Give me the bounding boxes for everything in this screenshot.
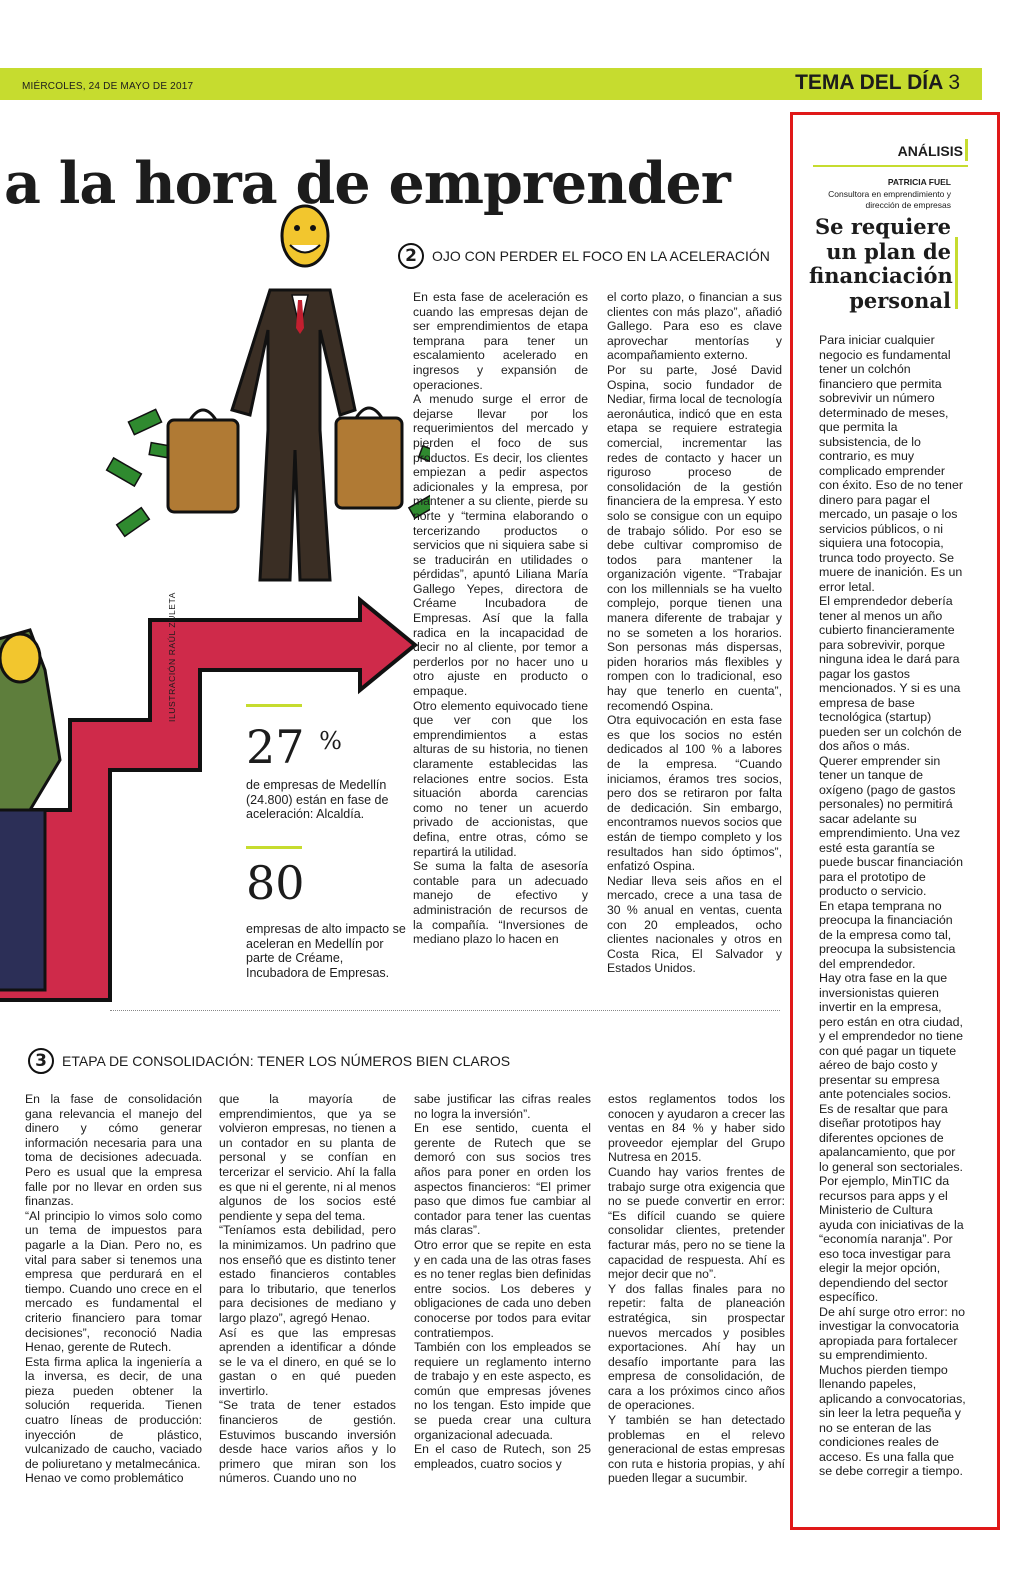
section-2-heading — [398, 243, 770, 269]
section-3-title: ETAPA DE CONSOLIDACIÓN: TENER LOS NÚMEROS BIEN CLAROS — [62, 1053, 511, 1069]
stat-1-value: 27 — [246, 720, 305, 774]
stat-2-number — [246, 858, 305, 908]
section-name — [795, 71, 960, 95]
section-2-number: 2 — [398, 243, 424, 269]
stat-1-unit: % — [319, 727, 342, 755]
analysis-author-role: Consultora en emprendimiento y dirección de empresas — [828, 189, 951, 210]
page-header-band — [0, 68, 982, 100]
stat-2-rule — [246, 846, 302, 849]
stat-1-caption: de empresas de Medellín (24.800) están en fase de aceleración: Alcaldía. — [246, 778, 389, 822]
section-2-column-1: En esta fase de aceleración es cuando las empresas dejan de ser emprendimientos de etapa temprana para tener un escalamiento acelerado en ingresos y expansión de operaciones. A menudo surge el error de dejarse llevar por los requerimientos del mercado y pierden el foco de sus productos. Es decir, los clientes empiezan a pedir aspectos adicionales y la empresa, por mantener a su cliente, pierde su norte y “termina elaborando o tercerizando productos o servicios que ni siquiera sabe si se traducirán en utilidades o pérdidas”, apuntó Liliana María Gallego Yepes, directora de Créame Incubadora de Empresas. Así que la falla radica en la incapacidad de decir no al cliente, por temor a perderlos por no hacer uno u otro ajuste en producto o empaque. Otro elemento equivocado tiene que ver con que los emprendimientos a estas alturas de su historia, no tienen claramente establecidas las relaciones entre socios. Esta situación aborda carencias como no tener un acuerdo privado de accionistas, que defina, entre otras, cómo se repartirá la utilidad. Se suma la falta de asesoría contable para un adecuado manejo de efectivo y administración de recursos de la compañía. “Inversiones de mediano plazo lo hacen en — [413, 290, 588, 947]
page-number: 3 — [948, 71, 960, 94]
analysis-label: ANÁLISIS — [897, 143, 963, 159]
section-3-number: 3 — [28, 1048, 54, 1074]
credit-text: ILUSTRACIÓN RAÚL ZULETA — [167, 592, 177, 722]
analysis-title-bar — [955, 237, 958, 309]
analysis-body: Para iniciar cualquier negocio es fundamental tener un colchón financiero que permita sobrevivir un número determinado de meses, que permita la subsistencia, de lo contrario, es muy complicado emprender con éxito. Eso de no tener dinero para pagar el mercado, un pasaje o los servicios públicos, o ni siquiera una fotocopia, trunca todo proyecto. Se muere de inanición. Es un error letal. El emprendedor debería tener al menos un año cubierto financieramente para sobrevivir, porque ninguna idea le dará para pagar los gastos mencionados. Y si es una empresa de base tecnológica (startup) pueden ser un colchón de dos años o más. Querer emprender sin tener un tanque de oxígeno (pago de gastos personales) no permitirá sacar adelante su emprendimiento. Una vez esté esta garantía se puede buscar financiación para el prototipo de producto o servicio. En etapa temprana no preocupa la financiación de la empresa como tal, preocupa la subsistencia del emprendedor. Hay otra fase en la que inversionistas quieren invertir en la empresa, pero están en otra ciudad, y el emprendedor no tiene con qué pagar un tiquete aéreo de bajo costo y presentar su empresa ante potenciales socios. Es de resaltar que para diseñar prototipos hay diferentes opciones de apalancamiento, que por lo general son sectoriales. Por ejemplo, MinTIC da recursos para apps y el Ministerio de Cultura ayuda con iniciativas de la “economía naranja”. Por eso toca investigar para elegir la mejor opción, dependiendo del sector específico. De ahí surge otro error: no investigar la convocatoria apropiada para fortalecer su emprendimiento. Muchos pierden tiempo llenando papeles, aplicando a convocatorias, sin leer la letra pequeña y no se enteran de las condiciones reales de acceso. Es una falla que se debe corregir a tiempo. — [819, 333, 966, 1478]
issue-date: MIÉRCOLES, 24 DE MAYO DE 2017 — [22, 81, 194, 92]
stat-1-number — [246, 716, 342, 772]
stat-2-caption: empresas de alto impacto se aceleran en Medellín por parte de Créame, Incubadora de Empresas. — [246, 922, 406, 980]
section-label: TEMA DEL DÍA — [795, 71, 943, 94]
section-divider — [110, 1010, 780, 1011]
analysis-author: PATRICIA FUEL — [887, 177, 951, 187]
stat-1-rule — [246, 704, 302, 707]
section-3-heading — [28, 1048, 510, 1074]
section-3-column-2: que la mayoría de emprendimientos, que ya se volvieron empresas, no tienen a un contador en su planta de personal y se confían en tercerizar el servicio. Ahí la falla es que ni el gerente, ni al menos algunos de los socios esté pendiente y sepa del tema. “Teníamos esta debilidad, pero la minimizamos. Un padrino que nos enseñó que es distinto tener estado financieros contables para lo tributario, que tenerlos para decisiones de mediano y largo plazo”, agregó Henao. Así es que las empresas aprenden a identificar a dónde se le va el dinero, en qué se lo gastan o en qué pueden invertirlo. “Se trata de tener estados financieros de gestión. Estuvimos buscando inversión desde hace varios años y lo primero que miran son los números. Cuando uno no — [219, 1092, 396, 1486]
analysis-label-bar — [965, 139, 968, 161]
section-3-column-1: En la fase de consolidación gana relevancia el manejo del dinero y cómo generar información necesaria para una toma de decisiones adecuada. Pero es usual que la empresa falle por no llevar en orden sus finanzas. “Al principio lo vimos solo como un tema de impuestos para pagarle a la Dian. Pero no, es vital para saber si tenemos una empresa que perdurará en el tiempo. Cuando uno crece en el mercado es fundamental el criterio financiero para tomar decisiones”, reconoció Nadia Henao, gerente de Rutech. Esta firma aplica la ingeniería a la inversa, es decir, de una pieza pueden obtener la solución requerida. Tienen cuatro líneas de producción: inyección de plástico, vulcanizado de caucho, vaciado de poliuretano y metalmecánica. Henao ve como problemático — [25, 1092, 202, 1486]
section-2-column-2: el corto plazo, o financian a sus clientes con más plazo”, añadió Gallego. Para eso es clave aprovechar mentorías y acompañamiento externo. Por su parte, José David Ospina, socio fundador de Nediar, firma local de tecnología aeronáutica, indicó que en esta etapa se requiere estrategia comercial, incrementar las redes de contacto y hacer un riguroso proceso de consolidación de la gestión financiera de la empresa. Y esto solo se consigue con un equipo de trabajo sólido. Por eso se debe cultivar compromiso de todos para mantener la organización vigente. “Trabajar con los millennials se ha vuelto complejo, porque tienen una manera diferente de trabajar y no se someten a los horarios. Son personas más dispersas, piden horarios más flexibles y rompen con lo tradicional, eso hay que tenerlo en cuenta”, recomendó Ospina. Otra equivocación en esta fase es que los socios no estén dedicados al 100 % a labores de la empresa. “Cuando iniciamos, éramos tres socios, pero dos se retiraron por falta de dedicación. Sin embargo, encontramos nuevos socios que están de tiempo completo y los resultados han sido óptimos”, enfatizó Ospina. Nediar lleva seis años en el mercado, crece a una tasa de 30 % anual en ventas, cuenta con 20 empleados, ocho clientes nacionales y otros en Costa Rica, El Salvador y Estados Unidos. — [607, 290, 782, 976]
analysis-title: Se requiere un plan de financiación personal — [809, 214, 953, 313]
analysis-rule — [813, 165, 968, 167]
section-2-title: OJO CON PERDER EL FOCO EN LA ACELERACIÓN — [432, 248, 770, 264]
main-headline: a la hora de emprender — [4, 150, 730, 217]
illustration-credit — [162, 590, 176, 730]
analysis-sidebar — [790, 112, 1000, 1530]
stat-2-value: 80 — [246, 856, 305, 910]
section-3-column-3: sabe justificar las cifras reales no logra la inversión”. En ese sentido, cuenta el gerente de Rutech que se demoró con sus socios tres años para poner en orden los aspectos financieros: “El primer paso que dimos fue cambiar al contador para tener las cuentas más claras”. Otro error que se repite en esta y en cada una de las otras fases es no tener reglas bien definidas entre socios. Los deberes y obligaciones de cada uno deben conocerse por todos para evitar contratiempos. También con los empleados se requiere un reglamento interno de trabajo y en este aspecto, es común que empresas jóvenes no los tengan. Esto impide que se pueda crear una cultura organizacional adecuada. En el caso de Rutech, son 25 empleados, cuatro socios y — [414, 1092, 591, 1471]
section-3-column-4: estos reglamentos todos los conocen y ayudaron a crecer las ventas en 84 % y haber sido proveedor ejemplar del Grupo Nutresa en 2015. Cuando hay varios frentes de trabajo surge otra exigencia que no se puede convertir en error: “Es difícil cuando se quiere consolidar clientes, pretender facturar más, pero no se tiene la capacidad de respuesta. Ahí es mejor decir que no”. Y dos fallas finales para no repetir: falta de planeación estratégica, sin prospectar nuevos mercados y posibles exportaciones. Ahí hay un desafío importante para las empresa de consolidación, de cara a los próximos cinco años de operaciones. Y también se han detectado problemas en el relevo generacional de estas empresas con ruta e historia propias, y ahí pueden llegar a sucumbir. — [608, 1092, 785, 1486]
